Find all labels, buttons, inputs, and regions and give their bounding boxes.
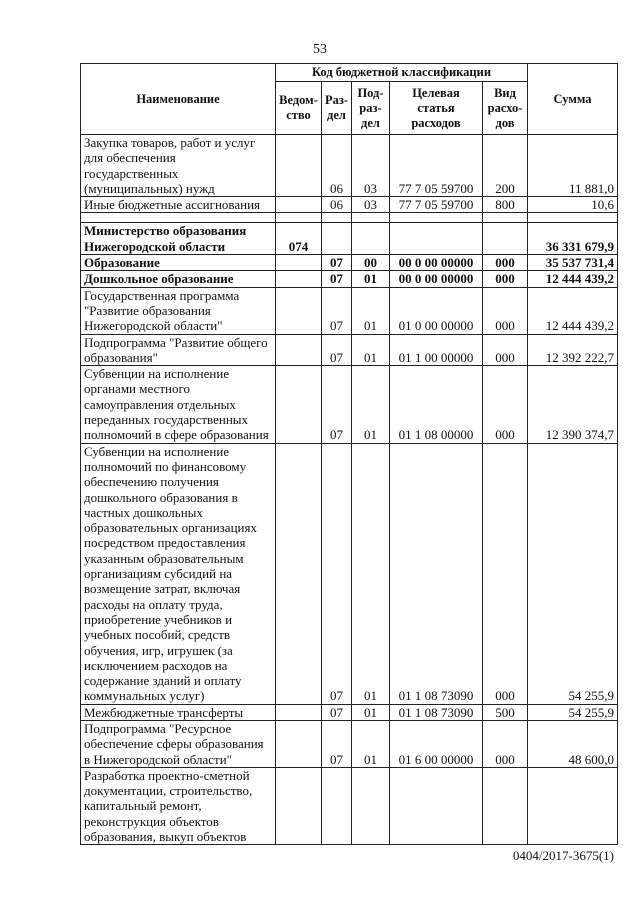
row-vid: 200 bbox=[483, 135, 528, 197]
row-vid: 000 bbox=[483, 255, 528, 271]
table-row bbox=[81, 287, 618, 334]
row-celevaya: 77 7 05 59700 bbox=[390, 197, 483, 213]
row-vedomstvo bbox=[276, 135, 322, 197]
row-vedomstvo bbox=[276, 334, 322, 366]
spacer-cell bbox=[483, 213, 528, 223]
row-podrazdel: 01 bbox=[352, 443, 390, 704]
table-row bbox=[81, 443, 618, 704]
row-celevaya: 77 7 05 59700 bbox=[390, 135, 483, 197]
row-podrazdel bbox=[352, 223, 390, 255]
row-name: Межбюджетные трансферты bbox=[81, 704, 276, 720]
header-vedomstvo: Ведом-ство bbox=[276, 82, 322, 135]
row-sum: 35 537 731,4 bbox=[528, 255, 618, 271]
row-razdel bbox=[322, 767, 352, 844]
document-code: 0404/2017-3675(1) bbox=[512, 848, 614, 863]
row-vid: 000 bbox=[483, 334, 528, 366]
table-row bbox=[81, 255, 618, 271]
row-vedomstvo bbox=[276, 443, 322, 704]
row-podrazdel: 01 bbox=[352, 720, 390, 767]
row-name: Подпрограмма "Ресурсное обеспечение сферы образования в Нижегородской области" bbox=[81, 720, 276, 767]
page-number: 53 bbox=[313, 42, 327, 57]
row-sum: 54 255,9 bbox=[528, 704, 618, 720]
header-razdel: Раз-дел bbox=[322, 82, 352, 135]
row-celevaya: 01 1 08 73090 bbox=[390, 704, 483, 720]
header-podrazdel: Под-раз-дел bbox=[352, 82, 390, 135]
table-row bbox=[81, 366, 618, 443]
spacer-cell bbox=[352, 213, 390, 223]
row-razdel: 07 bbox=[322, 287, 352, 334]
row-celevaya: 01 0 00 00000 bbox=[390, 287, 483, 334]
row-vid: 000 bbox=[483, 720, 528, 767]
row-celevaya bbox=[390, 767, 483, 844]
row-razdel: 07 bbox=[322, 271, 352, 287]
row-razdel: 07 bbox=[322, 255, 352, 271]
row-vedomstvo: 074 bbox=[276, 223, 322, 255]
row-vid: 500 bbox=[483, 704, 528, 720]
row-podrazdel: 03 bbox=[352, 197, 390, 213]
row-vedomstvo bbox=[276, 271, 322, 287]
spacer-cell bbox=[528, 213, 618, 223]
table-row bbox=[81, 135, 618, 197]
row-name: Субвенции на исполнение органами местного самоуправления отдельных переданных государственных полномочий в сфере образования bbox=[81, 366, 276, 443]
row-name: Дошкольное образование bbox=[81, 271, 276, 287]
row-name: Разработка проектно-сметной документации, строительство, капитальный ремонт, реконструкция объектов образования, выкуп объектов bbox=[81, 767, 276, 844]
row-razdel bbox=[322, 223, 352, 255]
row-name: Подпрограмма "Развитие общего образования" bbox=[81, 334, 276, 366]
row-sum: 48 600,0 bbox=[528, 720, 618, 767]
row-celevaya: 01 6 00 00000 bbox=[390, 720, 483, 767]
row-celevaya: 01 1 08 73090 bbox=[390, 443, 483, 704]
row-celevaya: 00 0 00 00000 bbox=[390, 271, 483, 287]
row-vedomstvo bbox=[276, 255, 322, 271]
row-celevaya: 01 1 08 00000 bbox=[390, 366, 483, 443]
row-vedomstvo bbox=[276, 767, 322, 844]
row-razdel: 07 bbox=[322, 366, 352, 443]
table-row bbox=[81, 197, 618, 213]
row-sum bbox=[528, 767, 618, 844]
row-vid bbox=[483, 223, 528, 255]
row-podrazdel: 03 bbox=[352, 135, 390, 197]
row-sum: 12 392 222,7 bbox=[528, 334, 618, 366]
row-podrazdel: 01 bbox=[352, 334, 390, 366]
row-sum: 36 331 679,9 bbox=[528, 223, 618, 255]
row-vedomstvo bbox=[276, 720, 322, 767]
table-row bbox=[81, 271, 618, 287]
row-podrazdel: 01 bbox=[352, 704, 390, 720]
row-razdel: 07 bbox=[322, 334, 352, 366]
row-vid: 800 bbox=[483, 197, 528, 213]
row-sum: 10,6 bbox=[528, 197, 618, 213]
row-vedomstvo bbox=[276, 366, 322, 443]
row-podrazdel: 00 bbox=[352, 255, 390, 271]
spacer-cell bbox=[81, 213, 276, 223]
budget-table bbox=[80, 63, 618, 845]
row-vid bbox=[483, 767, 528, 844]
row-celevaya: 00 0 00 00000 bbox=[390, 255, 483, 271]
spacer-cell bbox=[322, 213, 352, 223]
spacer-cell bbox=[276, 213, 322, 223]
row-name: Министерство образования Нижегородской области bbox=[81, 223, 276, 255]
row-celevaya: 01 1 00 00000 bbox=[390, 334, 483, 366]
header-code-group: Код бюджетной классификации bbox=[276, 64, 528, 82]
row-podrazdel: 01 bbox=[352, 287, 390, 334]
header-celevaya: Целевая статья расходов bbox=[390, 82, 483, 135]
row-name: Закупка товаров, работ и услуг для обеспечения государственных (муниципальных) нужд bbox=[81, 135, 276, 197]
header-sum: Сумма bbox=[528, 64, 618, 135]
row-razdel: 07 bbox=[322, 720, 352, 767]
row-vedomstvo bbox=[276, 287, 322, 334]
row-name: Образование bbox=[81, 255, 276, 271]
row-razdel: 06 bbox=[322, 135, 352, 197]
row-razdel: 07 bbox=[322, 704, 352, 720]
row-name: Иные бюджетные ассигнования bbox=[81, 197, 276, 213]
row-vid: 000 bbox=[483, 271, 528, 287]
row-name: Субвенции на исполнение полномочий по финансовому обеспечению получения дошкольного образования в частных дошкольных образовательных организациях посредством предоставления указанным образовательным организациям субсидий на возмещение затрат, включая расходы на оплату труда, приобретение учебников и учебных пособий, средств обучения, игр, игрушек (за исключением расходов на содержание зданий и оплату коммунальных услуг) bbox=[81, 443, 276, 704]
table-row bbox=[81, 767, 618, 844]
spacer-row bbox=[81, 213, 618, 223]
row-name: Государственная программа "Развитие образования Нижегородской области" bbox=[81, 287, 276, 334]
row-vedomstvo bbox=[276, 704, 322, 720]
header-vid: Вид расхо-дов bbox=[483, 82, 528, 135]
row-sum: 54 255,9 bbox=[528, 443, 618, 704]
row-podrazdel bbox=[352, 767, 390, 844]
row-sum: 12 390 374,7 bbox=[528, 366, 618, 443]
spacer-cell bbox=[390, 213, 483, 223]
row-sum: 11 881,0 bbox=[528, 135, 618, 197]
table-row bbox=[81, 704, 618, 720]
row-vid: 000 bbox=[483, 287, 528, 334]
header-name: Наименование bbox=[81, 64, 276, 135]
row-vedomstvo bbox=[276, 197, 322, 213]
row-sum: 12 444 439,2 bbox=[528, 287, 618, 334]
row-vid: 000 bbox=[483, 443, 528, 704]
table-row bbox=[81, 720, 618, 767]
table-row bbox=[81, 334, 618, 366]
row-sum: 12 444 439,2 bbox=[528, 271, 618, 287]
row-celevaya bbox=[390, 223, 483, 255]
row-podrazdel: 01 bbox=[352, 271, 390, 287]
table-row bbox=[81, 223, 618, 255]
row-razdel: 07 bbox=[322, 443, 352, 704]
row-vid: 000 bbox=[483, 366, 528, 443]
row-podrazdel: 01 bbox=[352, 366, 390, 443]
row-razdel: 06 bbox=[322, 197, 352, 213]
